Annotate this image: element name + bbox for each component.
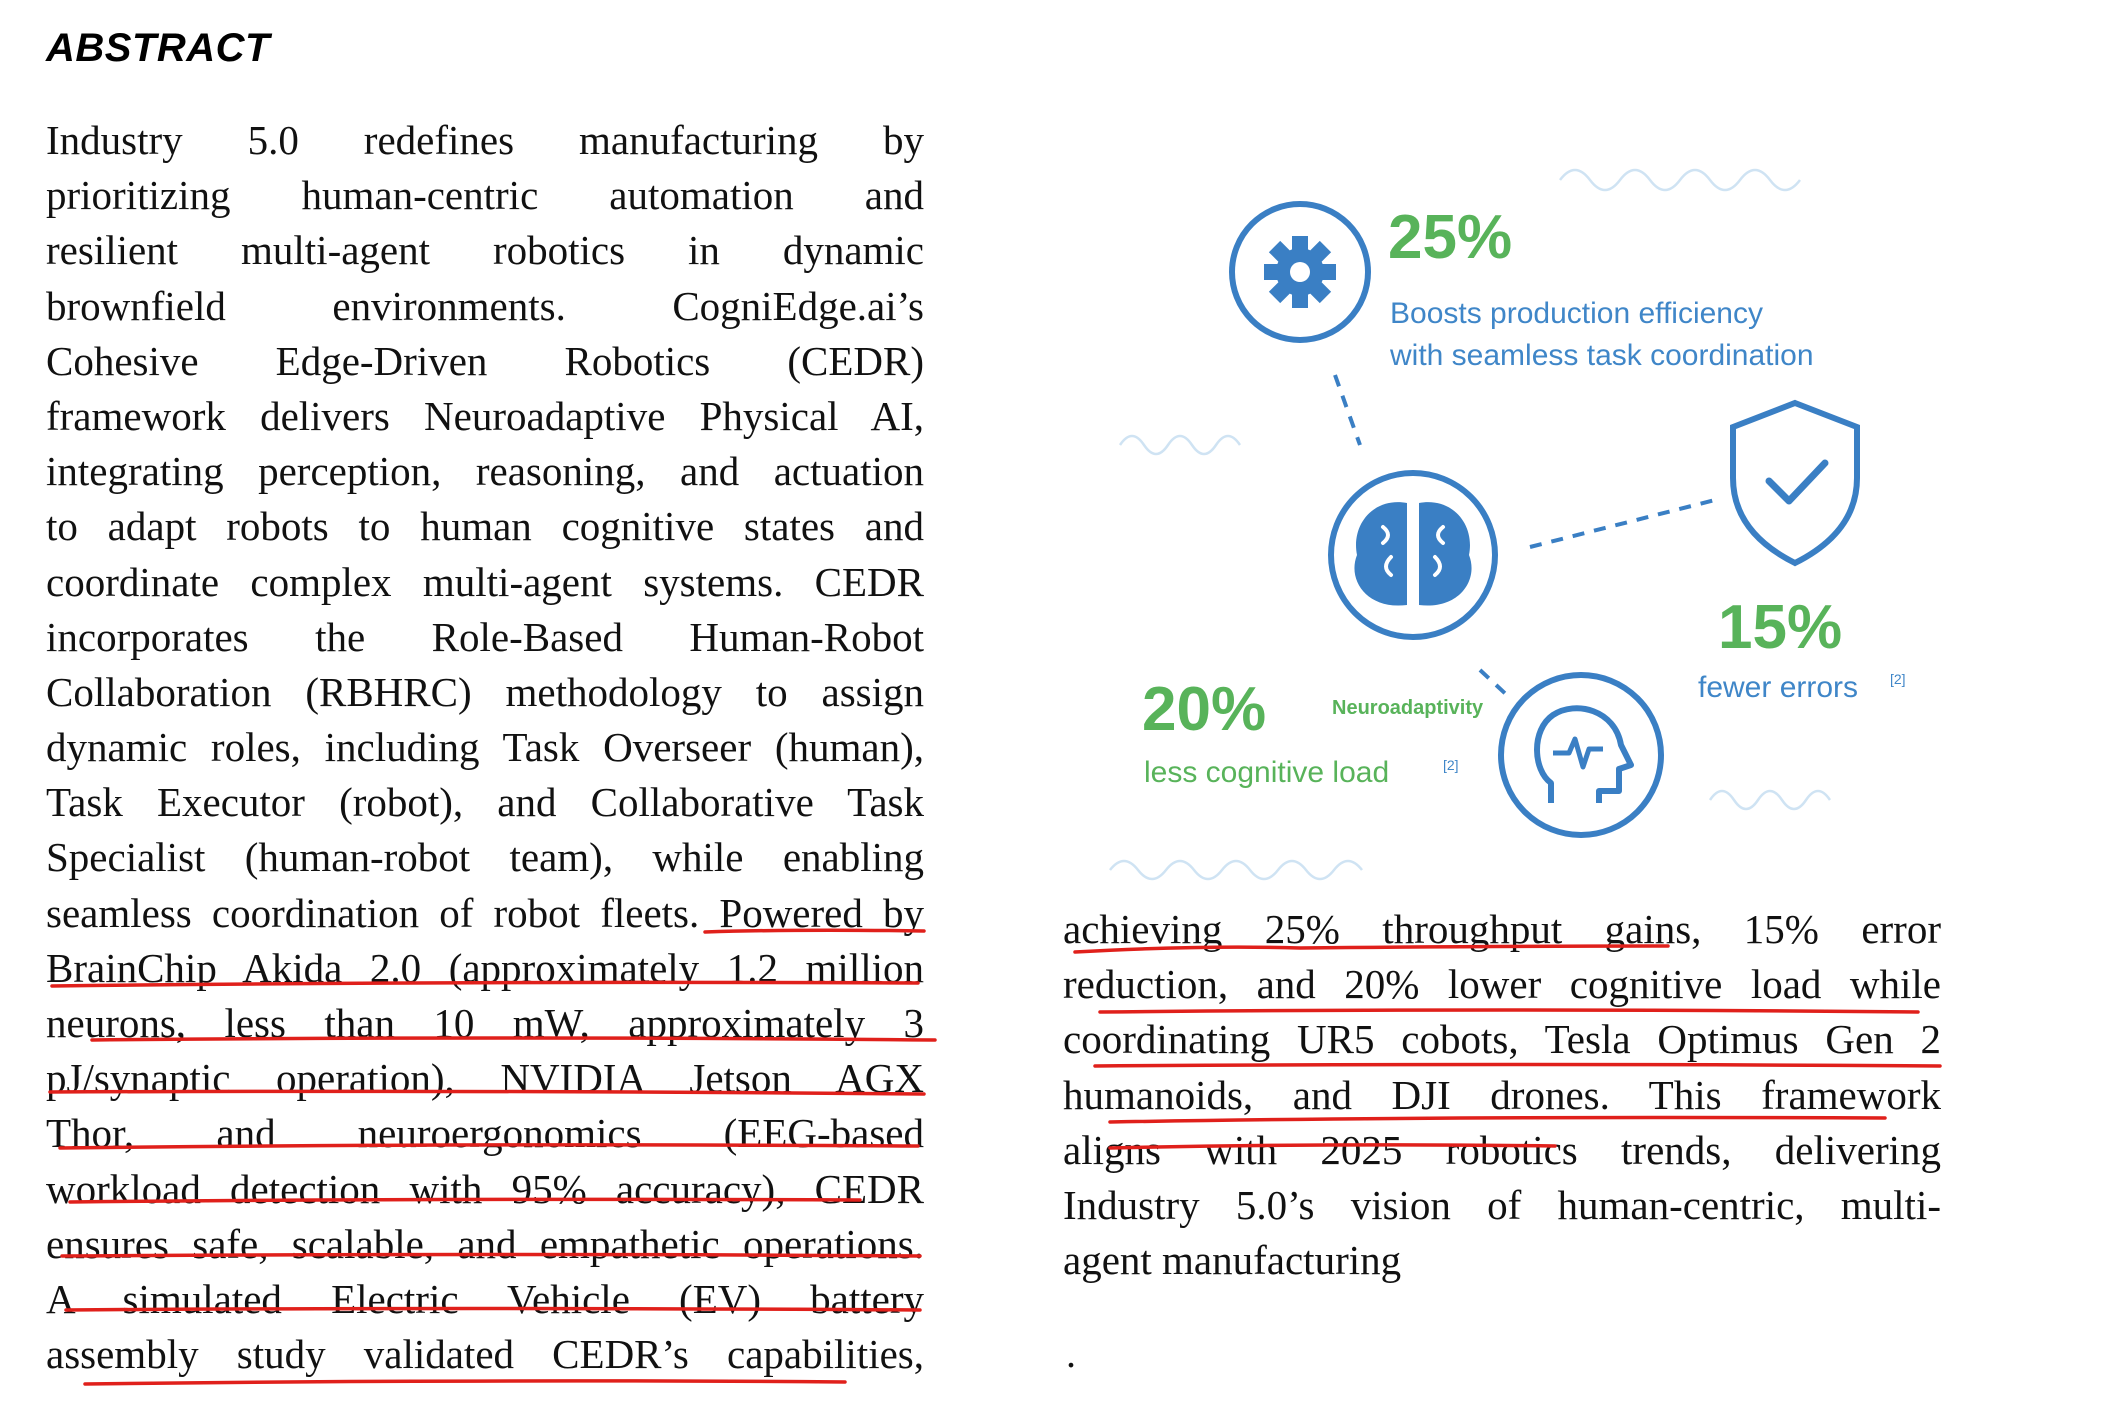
abstract-line: dynamic roles, including Task Overseer (human), (46, 724, 924, 771)
stat-errors-ref: [2] (1890, 671, 1906, 687)
abstract-line: prioritizing human-centric automation and (46, 172, 924, 219)
abstract-line: Industry 5.0’s vision of human-centric, multi- (1063, 1181, 1941, 1228)
abstract-line: ensures safe, scalable, and empathetic operations. (46, 1220, 924, 1267)
abstract-line: agent manufacturing (1063, 1237, 1402, 1284)
abstract-line: coordinate complex multi-agent systems. CEDR (46, 558, 924, 605)
stat-errors-value: 15% (1718, 593, 1843, 662)
abstract-line: reduction, and 20% lower cognitive load while (1063, 961, 1941, 1008)
abstract-line: integrating perception, reasoning, and actuation (46, 448, 924, 495)
abstract-line: Specialist (human-robot team), while enabling (46, 834, 924, 881)
abstract-line: humanoids, and DJI drones. This framework (1063, 1071, 1941, 1118)
abstract-line: incorporates the Role-Based Human-Robot (46, 613, 924, 660)
stat-efficiency-value: 25% (1388, 203, 1513, 272)
stat-cognitive-label: less cognitive load (1144, 756, 1390, 789)
gear-icon (1232, 204, 1368, 340)
abstract-line: Industry 5.0 redefines manufacturing by (46, 117, 924, 163)
abstract-line: Thor, and neuroergonomics (EEG-based (46, 1110, 924, 1157)
abstract-line: resilient multi-agent robotics in dynamic (46, 227, 924, 274)
abstract-line: coordinating UR5 cobots, Tesla Optimus Gen 2 (1063, 1016, 1941, 1063)
abstract-line: BrainChip Akida 2.0 (approximately 1.2 million (46, 944, 924, 991)
abstract-line: Collaboration (RBHRC) methodology to assign (46, 668, 924, 715)
stat-efficiency-line2: with seamless task coordination (1390, 339, 1814, 372)
abstract-line: assembly study validated CEDR’s capabilities, (46, 1331, 924, 1378)
stat-errors-label: fewer errors (1698, 671, 1859, 704)
abstract-line: framework delivers Neuroadaptive Physical AI, (46, 392, 924, 439)
abstract-line: workload detection with 95% accuracy), CEDR (46, 1165, 924, 1212)
shield-check-icon (1733, 403, 1857, 563)
abstract-line: Cohesive Edge-Driven Robotics (CEDR) (46, 337, 924, 384)
abstract-heading: ABSTRACT (46, 26, 270, 70)
abstract-right-column (1063, 902, 1941, 1288)
abstract-line: Task Executor (robot), and Collaborative Task (46, 779, 924, 826)
head-pulse-icon (1501, 675, 1661, 835)
brain-icon (1331, 473, 1495, 637)
abstract-line: brownfield environments. CogniEdge.ai’s (46, 282, 924, 329)
neuroadaptivity-label: Neuroadaptivity (1332, 697, 1484, 719)
stat-efficiency-line1: Boosts production efficiency (1390, 297, 1763, 330)
trailing-dot: . (1066, 1331, 1076, 1376)
abstract-line: to adapt robots to human cognitive states and (46, 503, 924, 550)
abstract-line: pJ/synaptic operation), NVIDIA Jetson AGX (46, 1055, 924, 1102)
abstract-line: seamless coordination of robot fleets. Powered by (46, 889, 924, 936)
stat-cognitive-ref: [2] (1443, 757, 1459, 773)
abstract-line: achieving 25% throughput gains, 15% error (1063, 906, 1941, 952)
abstract-line: aligns with 2025 robotics trends, delivering (1063, 1126, 1941, 1173)
abstract-left-column (46, 113, 924, 1382)
infographic-figure (1090, 150, 1930, 920)
abstract-line: A simulated Electric Vehicle (EV) battery (46, 1275, 924, 1322)
abstract-line: neurons, less than 10 mW, approximately 3 (46, 1000, 924, 1046)
stat-cognitive-value: 20% (1142, 675, 1267, 744)
